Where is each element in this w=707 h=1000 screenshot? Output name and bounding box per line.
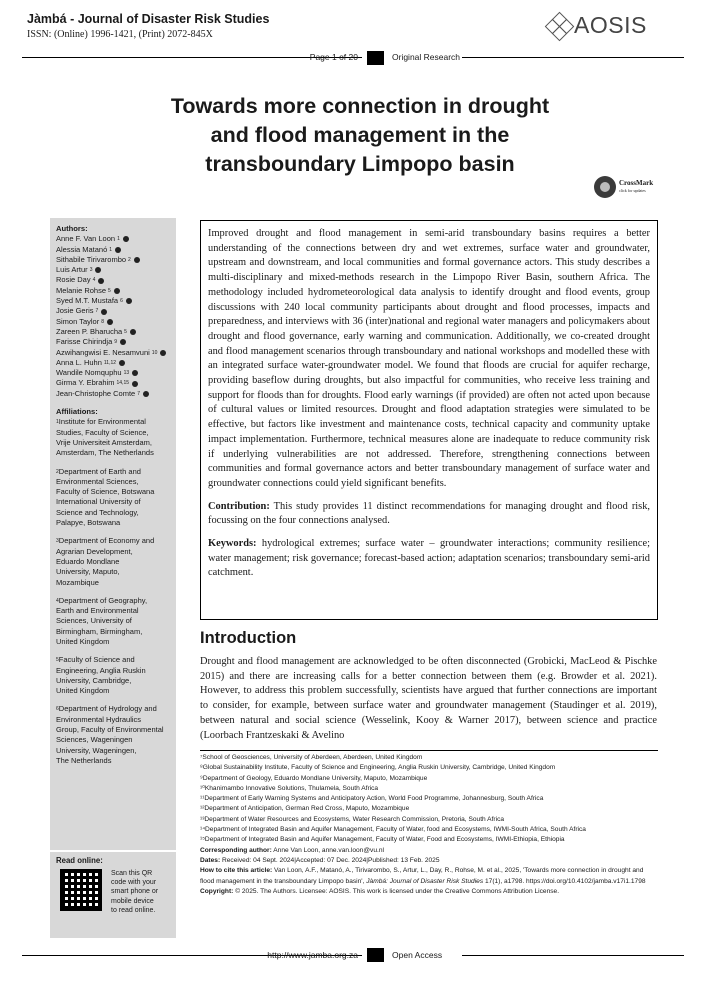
author-name: Rosie Day xyxy=(56,275,91,285)
introduction-text: Drought and flood management are acknowledged to be often disconnected (Grobicki, MacLeod & Pischke 2015) and there are increasing calls for a better connection between them (e.g. Browder et al. 2021). However, to address this problem successfully, scientists have argued that further connections are important to consider, for example, between surface water and groundwater management (Staudinger et al. 2019), between natural and social science (Wesselink, Kooy & Warner 2017), between science and practice (Loorbach Frantzeskaki & Avelino xyxy=(200,656,657,741)
affiliation-text: United Kingdom xyxy=(56,686,110,696)
author-name: Melanie Rohse xyxy=(56,285,107,295)
affiliation-text: Engineering, Anglia Ruskin xyxy=(56,665,146,675)
author-name: Azwihangwisi E. Nesamvuni xyxy=(56,347,150,357)
affiliation-line xyxy=(56,756,170,766)
qr-code-icon[interactable] xyxy=(60,869,102,911)
authors-list xyxy=(56,234,170,399)
author-name: Anna L. Huhn xyxy=(56,357,102,367)
footnote-affiliation: ¹³Department of Water Resources and Ecosystems, Water Research Commission, Pretoria, South Africa xyxy=(200,815,505,823)
author-name: Jean-Christophe Comte xyxy=(56,388,136,398)
open-access-label: Open Access xyxy=(392,950,443,960)
article-type: Original Research xyxy=(392,52,461,62)
author-affiliation-number: 10 xyxy=(151,349,158,356)
header-block xyxy=(367,51,384,65)
crossmark-label xyxy=(619,179,653,195)
page-footer-bar xyxy=(22,948,684,962)
affiliation-text: Department of Earth and xyxy=(58,466,141,476)
author-affiliation-number: 6 xyxy=(120,298,123,305)
affiliation-item xyxy=(56,704,170,766)
title-line: transboundary Limpopo basin xyxy=(205,152,515,176)
footer-rule-right xyxy=(462,955,684,956)
affiliation-text: University, Wageningen, xyxy=(56,745,137,755)
corresponding-author xyxy=(200,846,658,856)
dates xyxy=(200,856,658,866)
author-name: Josie Geris xyxy=(56,306,94,316)
author-item xyxy=(56,337,170,347)
page-header-bar xyxy=(22,51,684,65)
author-item xyxy=(56,265,170,275)
corresponding-text: Anne Van Loon, anne.van.loon@vu.nl xyxy=(273,846,384,854)
affiliation-text: Palapye, Botswana xyxy=(56,518,121,528)
affiliation-line xyxy=(56,508,170,518)
affiliation-text: Faculty of Science, Botswana xyxy=(56,487,155,497)
author-affiliation-number: 1 xyxy=(117,236,120,243)
footnote-affiliation: ¹²Department of Anticipation, German Red Cross, Maputo, Mozambique xyxy=(200,805,410,813)
affiliation-line xyxy=(56,735,170,745)
affiliation-line xyxy=(56,596,170,606)
qr-line: smart phone or xyxy=(111,888,159,896)
crossmark-line: CrossMark xyxy=(619,179,654,187)
affiliation-text: International University of xyxy=(56,497,141,507)
journal-issn: ISSN: (Online) 1996-1421, (Print) 2072-845X xyxy=(27,29,213,40)
author-item xyxy=(56,368,170,378)
affiliation-line xyxy=(56,637,170,647)
orcid-icon[interactable] xyxy=(120,339,126,345)
logo-text: AOSIS xyxy=(574,12,647,38)
affiliation-line xyxy=(56,547,170,557)
affiliation-text: Science and Technology, xyxy=(56,507,139,517)
author-name: Alessia Matanó xyxy=(56,244,108,254)
affiliation-text: University, Maputo, xyxy=(56,567,120,577)
orcid-icon[interactable] xyxy=(119,360,125,366)
affiliation-line xyxy=(56,417,170,427)
dates-label: Dates: xyxy=(200,856,221,864)
author-name: Zareen P. Bharucha xyxy=(56,326,123,336)
affiliation-text: Department of Geography, xyxy=(58,595,148,605)
affiliation-line xyxy=(56,676,170,686)
author-name: Girma Y. Ebrahim xyxy=(56,378,115,388)
copyright-text: © 2025. The Authors. Licensee: AOSIS. This work is licensed under the Creative Commons Attribution License. xyxy=(235,887,560,895)
affiliation-line xyxy=(56,467,170,477)
author-name: Luis Artur xyxy=(56,265,88,275)
abstract-body: Improved drought and flood management in semi-arid transboundary basins requires a better understanding of the connections between dry and wet extremes, surface water and groundwater, upstream and downstream, and local communities and formal governance actors. This study describes a multi-disciplinary and mixed-methods research in the Limpopo River Basin, southern Africa. The methodology included hydrometeorological data analysis to identify drought and flood events, group discussions with 240 local community participants about drought and flood processes, impacts and preparedness, and interviews with 36 (inter)national and regional water managers and policymakers about drought and flood governance, early warning and communication. Additionally, we co-created drought and flood management scenarios through transboundary and national workshops and modelled these with an integrated surface water-groundwater model. We found that floods are crucial for aquifer recharge, providing baseflow during droughts, but also impactful for communities, who receive less training and support for floods than for droughts. Flood early warnings (if provided) are often not acted upon because of cultural values or limited resources. Drought and flood adaptation strategies were simulated to be effective, but factors like investment and maintenance costs, technical capacity and community uptake impact implementation. Furthermore, technical measures alone are inadequate to reduce community risk if underlying vulnerabilities are not addressed. Therefore, strengthening connections between communities and formal governance actors and better transboundary management of surface water and groundwater connections could yield significant benefits. xyxy=(208,228,650,489)
read-online-heading: Read online: xyxy=(56,856,103,865)
footnote-rule xyxy=(200,750,658,751)
qr-line: code with your xyxy=(111,879,157,887)
affiliation-item xyxy=(56,655,170,696)
header-rule-right xyxy=(462,57,684,58)
article-title xyxy=(120,92,600,179)
affiliation-number: 2 xyxy=(56,468,59,475)
publisher-logo[interactable] xyxy=(546,12,647,39)
affiliation-line xyxy=(56,497,170,507)
affiliation-line xyxy=(56,606,170,616)
dates-text: Received: 04 Sept. 2024|Accepted: 07 Dec. 2024|Published: 13 Feb. 2025 xyxy=(222,856,440,864)
author-item xyxy=(56,275,170,285)
cite-text: Van Loon, A.F., Matanó, A., Tirivarombo, S., Artur, L., Day, R., Rohse, M. et al., 2025, 'Towards more connection in drought and flood management in the transboundary Limpopo basin', xyxy=(200,867,644,885)
affiliation-line xyxy=(56,428,170,438)
author-item xyxy=(56,317,170,327)
affiliation-item xyxy=(56,596,170,647)
author-item xyxy=(56,255,170,265)
affiliation-text: Birmingham, Birmingham, xyxy=(56,626,143,636)
affiliation-number: 3 xyxy=(56,538,59,545)
cite-label: How to cite this article: xyxy=(200,867,273,875)
author-item xyxy=(56,306,170,316)
affiliation-line xyxy=(56,578,170,588)
author-item xyxy=(56,327,170,337)
author-name: Wandile Nomquphu xyxy=(56,368,122,378)
affiliation-text: United Kingdom xyxy=(56,636,110,646)
affiliation-number: 5 xyxy=(56,657,59,664)
footnote-affiliations xyxy=(200,753,658,846)
affiliation-line xyxy=(56,686,170,696)
orcid-icon[interactable] xyxy=(143,391,149,397)
affiliation-text: University, Cambridge, xyxy=(56,675,132,685)
author-item xyxy=(56,296,170,306)
footnote-affiliation: ¹¹Department of Early Warning Systems and Anticipatory Action, World Food Programme, Johannesburg, South Africa xyxy=(200,795,544,803)
affiliation-text: Department of Hydrology and xyxy=(58,704,157,714)
affiliation-line xyxy=(56,448,170,458)
affiliation-number: 6 xyxy=(56,706,59,713)
author-item xyxy=(56,348,170,358)
footnote-affiliation: ¹⁴Department of Integrated Basin and Aquifer Management, Faculty of Water, food and Ecosystems, IWMI-South Africa, South Africa xyxy=(200,826,586,834)
orcid-icon[interactable] xyxy=(130,329,136,335)
affiliation-line xyxy=(56,567,170,577)
footnotes xyxy=(200,750,658,897)
author-name: Anne F. Van Loon xyxy=(56,234,116,244)
keywords-label: Keywords: xyxy=(208,538,257,550)
affiliation-line xyxy=(56,616,170,626)
author-item xyxy=(56,234,170,244)
author-affiliation-number: 13 xyxy=(123,370,130,377)
author-name: Farisse Chirindja xyxy=(56,337,113,347)
orcid-icon[interactable] xyxy=(95,267,101,273)
author-name: Sithabile Tirivarombo xyxy=(56,254,127,264)
affiliation-text: Institute for Environmental xyxy=(58,417,146,427)
authors-heading: Authors: xyxy=(56,224,88,233)
aosis-logo-icon xyxy=(546,14,570,38)
affiliation-number: 4 xyxy=(56,597,59,604)
footnote-affiliation: ⁷School of Geosciences, University of Aberdeen, Aberdeen, United Kingdom xyxy=(200,754,423,761)
author-item xyxy=(56,358,170,368)
affiliation-line xyxy=(56,746,170,756)
affiliation-line xyxy=(56,655,170,665)
orcid-icon[interactable] xyxy=(132,381,138,387)
author-affiliation-number: 7 xyxy=(137,390,140,397)
title-line: Towards more connection in drought xyxy=(170,94,550,118)
corresponding-label: Corresponding author: xyxy=(200,846,272,854)
affiliation-line xyxy=(56,627,170,637)
orcid-icon[interactable] xyxy=(126,298,132,304)
keywords-para xyxy=(208,537,650,581)
author-sidebar xyxy=(50,218,176,938)
author-name: Simon Taylor xyxy=(56,316,100,326)
affiliation-item xyxy=(56,417,170,458)
read-online-text xyxy=(111,869,171,915)
contribution-text: This study provides 11 distinct recommendations for managing drought and flood risk, focussing on the four connections analysed. xyxy=(208,500,650,527)
author-item xyxy=(56,389,170,399)
orcid-icon[interactable] xyxy=(132,370,138,376)
author-affiliation-number: 4 xyxy=(92,277,96,284)
contribution-para xyxy=(208,500,650,529)
affiliation-text: Sciences, Wageningen xyxy=(56,735,133,745)
affiliation-text: Faculty of Science and xyxy=(58,655,135,665)
page-number: Page 1 of 20 xyxy=(309,52,358,62)
qr-line: to read online. xyxy=(111,906,156,914)
affiliation-number: 1 xyxy=(56,419,59,426)
author-item xyxy=(56,245,170,255)
affiliations-heading: Affiliations: xyxy=(56,407,98,417)
affiliation-text: Earth and Environmental xyxy=(56,606,139,616)
affiliations-list xyxy=(56,417,170,766)
title-line: and flood management in the xyxy=(210,123,510,147)
contribution-label: Contribution: xyxy=(208,500,270,512)
qr-line: Scan this QR xyxy=(111,870,153,877)
author-item xyxy=(56,378,170,388)
affiliation-item xyxy=(56,536,170,587)
affiliation-line xyxy=(56,438,170,448)
orcid-icon[interactable] xyxy=(134,257,140,263)
journal-url-link[interactable]: http://www.jamba.org.za xyxy=(267,950,358,960)
footnote-affiliation: ⁸Global Sustainability Institute, Faculty of Science and Engineering, Anglia Ruskin University, Cambridge, United Kingdom xyxy=(200,764,556,772)
affiliation-line xyxy=(56,536,170,546)
affiliation-text: The Netherlands xyxy=(56,755,112,765)
footer-block xyxy=(367,948,384,962)
crossmark-icon xyxy=(594,176,616,198)
citation xyxy=(200,866,658,887)
author-affiliation-number: 5 xyxy=(124,328,127,335)
author-affiliation-number: 7 xyxy=(95,308,99,315)
affiliation-text: Department of Economy and xyxy=(58,536,155,546)
author-affiliation-number: 1 xyxy=(109,246,113,253)
affiliation-line xyxy=(56,725,170,735)
affiliation-text: Eduardo Mondlane xyxy=(56,556,120,566)
affiliation-line xyxy=(56,518,170,528)
affiliation-line xyxy=(56,557,170,567)
orcid-icon[interactable] xyxy=(101,309,107,315)
author-affiliation-number: 8 xyxy=(101,318,104,325)
author-affiliation-number: 2 xyxy=(128,256,131,263)
affiliation-line xyxy=(56,666,170,676)
author-name: Syed M.T. Mustafa xyxy=(56,296,119,306)
author-item xyxy=(56,286,170,296)
orcid-icon[interactable] xyxy=(160,350,166,356)
cite-doi[interactable]: 17(1), a1798. https://doi.org/10.4102/jamba.v17i1.1798 xyxy=(484,877,646,885)
affiliation-line xyxy=(56,704,170,714)
author-affiliation-number: 5 xyxy=(108,287,111,294)
affiliation-line xyxy=(56,487,170,497)
affiliation-text: Environmental Hydraulics xyxy=(56,714,142,724)
cite-journal: Jàmbá: Journal of Disaster Risk Studies xyxy=(366,877,484,885)
affiliation-line xyxy=(56,715,170,725)
affiliation-text: Agrarian Development, xyxy=(56,546,133,556)
footnote-affiliation: ¹⁵Department of Integrated Basin and Aquifer Management, Faculty of Water, Food and Ecosystems, IWMI-Ethiopia, Ethiopia xyxy=(200,836,565,844)
introduction-heading: Introduction xyxy=(200,629,297,647)
affiliation-text: Studies, Faculty of Science, xyxy=(56,427,149,437)
crossmark-badge[interactable] xyxy=(594,176,653,198)
orcid-icon[interactable] xyxy=(114,288,120,294)
orcid-icon[interactable] xyxy=(123,236,129,242)
orcid-icon[interactable] xyxy=(98,278,104,284)
affiliation-text: Group, Faculty of Environmental xyxy=(56,725,164,735)
crossmark-subline: click for updates xyxy=(619,188,646,193)
orcid-icon[interactable] xyxy=(107,319,113,325)
copyright-label: Copyright: xyxy=(200,887,234,895)
author-affiliation-number: 11,12 xyxy=(103,359,117,366)
read-online-box xyxy=(50,850,176,938)
qr-line: mobile device xyxy=(111,897,154,905)
keywords-text: hydrological extremes; surface water – groundwater interactions; community resilience; water management; risk governance; forecast-based action; adaptation scenarios; transboundary semi-arid catchment. xyxy=(208,538,650,579)
affiliation-item xyxy=(56,467,170,529)
affiliation-text: Mozambique xyxy=(56,577,99,587)
affiliation-text: Sciences, University of xyxy=(56,616,132,626)
author-affiliation-number: 14,15 xyxy=(116,380,130,387)
affiliation-text: Amsterdam, The Netherlands xyxy=(56,448,154,458)
journal-name: Jàmbá - Journal of Disaster Risk Studies xyxy=(27,12,270,26)
author-affiliation-number: 9 xyxy=(114,339,118,346)
author-affiliation-number: 3 xyxy=(89,267,93,274)
footnote-affiliation: ¹⁰Khanimambo Innovative Solutions, Thulamela, South Africa xyxy=(200,784,379,792)
affiliation-text: Vrije Universiteit Amsterdam, xyxy=(56,437,152,447)
copyright xyxy=(200,887,658,897)
footnote-affiliation: ⁹Department of Geology, Eduardo Mondlane University, Maputo, Mozambique xyxy=(200,774,428,782)
abstract-box xyxy=(200,220,658,620)
orcid-icon[interactable] xyxy=(115,247,121,253)
affiliation-text: Environmental Sciences, xyxy=(56,476,139,486)
affiliation-line xyxy=(56,477,170,487)
